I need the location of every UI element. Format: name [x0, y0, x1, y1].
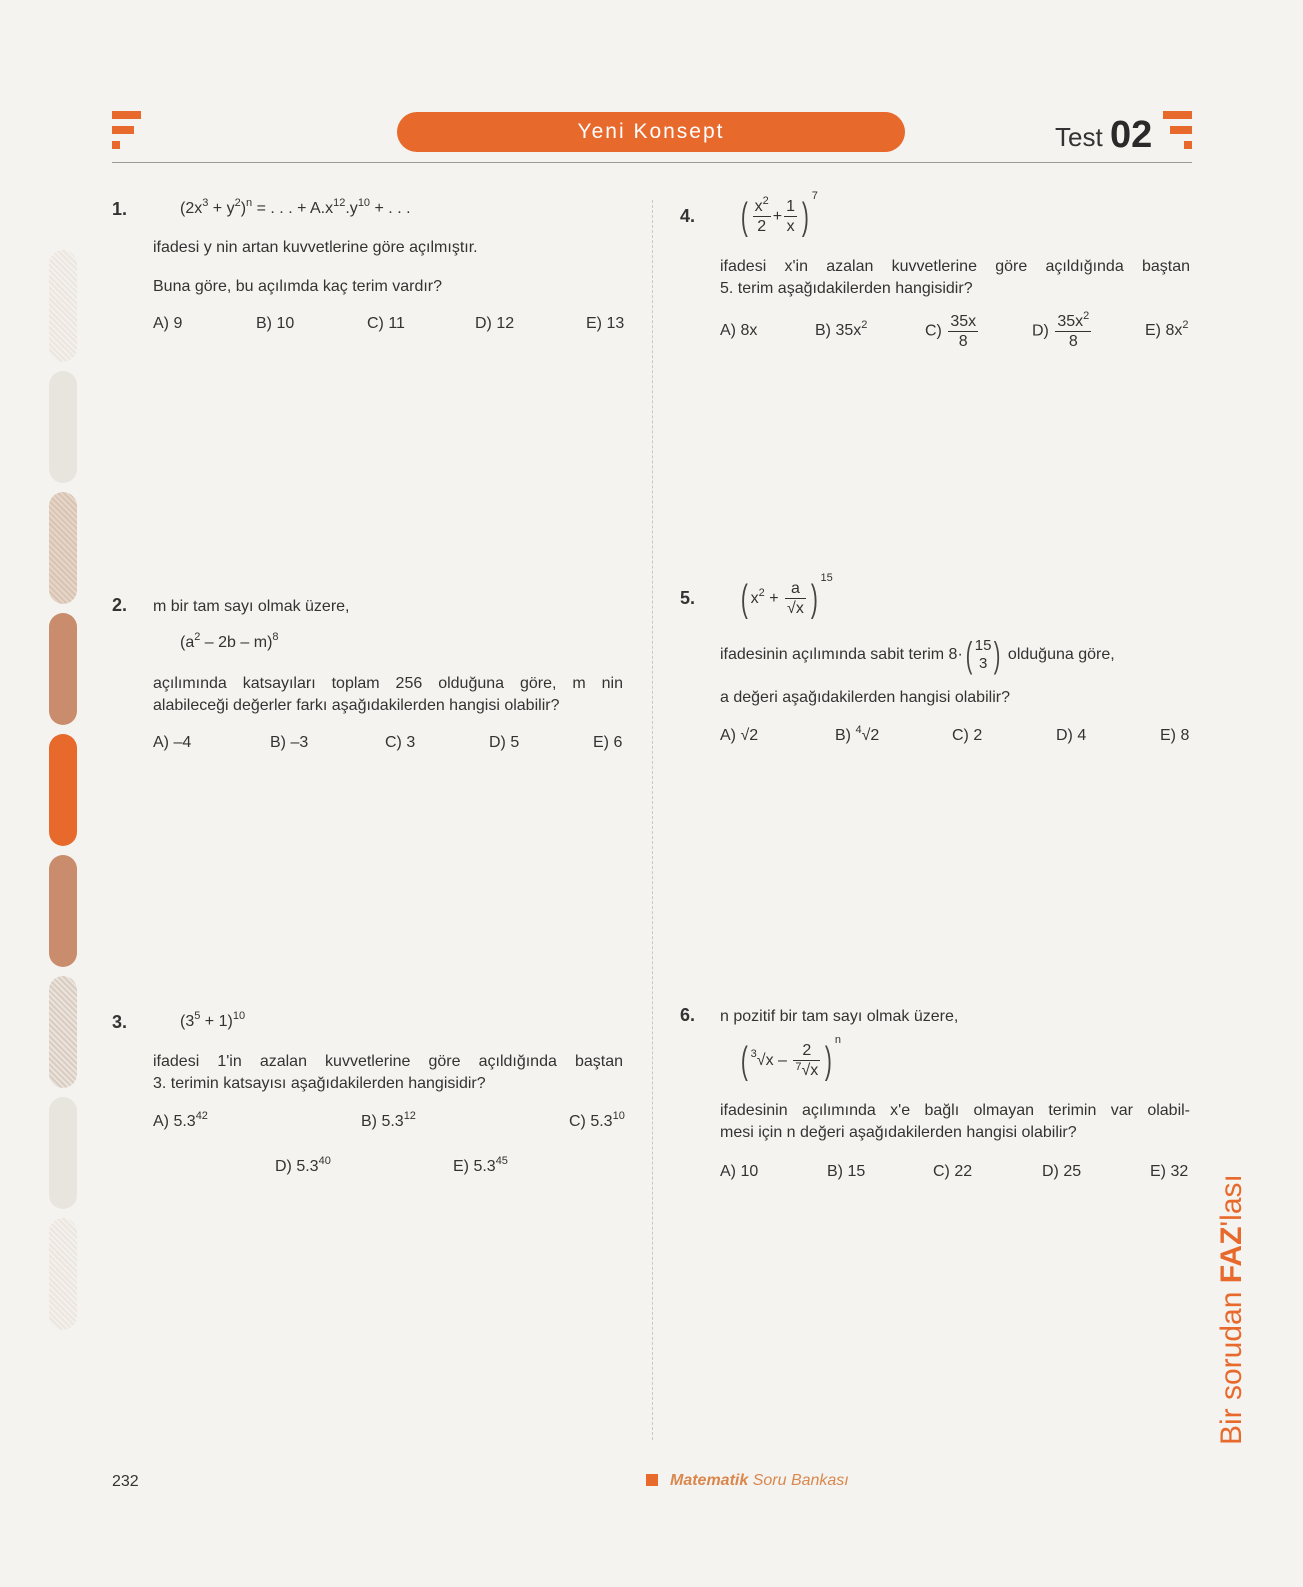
question-text-line-2: 5. terim aşağıdakilerden hangisidir?	[720, 280, 973, 297]
option-a[interactable]: A) 10	[720, 1163, 759, 1180]
question-intro: m bir tam sayı olmak üzere,	[153, 598, 350, 615]
column-divider	[652, 200, 653, 1440]
option-c[interactable]: C) 2	[952, 727, 983, 744]
option-e[interactable]: E) 8	[1160, 727, 1190, 744]
question-prompt: Buna göre, bu açılımda kaç terim vardır?	[153, 278, 443, 295]
question-number: 3.	[112, 1012, 128, 1032]
option-e[interactable]: E) $5.3^{45}$	[453, 1155, 508, 1175]
option-d[interactable]: D) 4	[1056, 727, 1087, 744]
option-b[interactable]: B) 15	[827, 1163, 866, 1180]
option-c[interactable]: C) 22	[933, 1163, 973, 1180]
option-b[interactable]: B) 10	[256, 315, 295, 332]
question-number: 2.	[112, 595, 128, 615]
option-e[interactable]: E) 32	[1150, 1163, 1189, 1180]
option-e[interactable]: E) 13	[586, 315, 625, 332]
header-divider	[112, 162, 1192, 163]
expression: ( $x^2$ + $\frac{a}{√x}$ ) $^{15}$	[740, 572, 833, 620]
option-d[interactable]: D) 12	[475, 315, 515, 332]
side-tab	[49, 855, 77, 967]
option-a[interactable]: A) √2	[720, 727, 759, 744]
question-text-line-2: alabileceği değerler farkı aşağıdakilerden hangisi olabilir?	[153, 697, 560, 714]
question-text-line-1: açılımında katsayıları toplam 256 olduğuna göre, m nin	[153, 675, 623, 692]
option-b[interactable]: B) $5.3^{12}$	[361, 1110, 416, 1130]
option-d[interactable]: D) $\frac{35x^2}{8}$	[1032, 310, 1090, 350]
question-number: 6.	[680, 1005, 696, 1025]
option-a[interactable]: A) 9	[153, 315, 183, 332]
side-tab	[49, 1218, 77, 1330]
option-c[interactable]: C) 11	[367, 315, 405, 332]
question-text-line-1: ifadesinin açılımında x'e bağlı olmayan terimin var olabil-	[720, 1102, 1190, 1119]
question-number: 4.	[680, 206, 696, 226]
question-text-line-1: ifadesinin açılımında sabit terim 8·( 15 3 ) olduğuna göre,	[720, 634, 1115, 675]
book-title: Matematik Soru Bankası	[670, 1472, 849, 1489]
page-title: Yeni Konsept	[397, 112, 905, 152]
footer-square-icon	[646, 1474, 658, 1486]
option-c[interactable]: C) $\frac{35x}{8}$	[925, 313, 977, 350]
side-tab	[49, 1097, 77, 1209]
option-e[interactable]: E) 6	[593, 734, 623, 751]
option-d[interactable]: D) $5.3^{40}$	[275, 1155, 331, 1175]
test-label: Test	[1055, 122, 1103, 152]
option-e[interactable]: E) $8x^2$	[1145, 319, 1189, 339]
question-text-line-1: ifadesi 1'in azalan kuvvetlerine göre açıldığında baştan	[153, 1053, 623, 1070]
expression: $(2x^3 + y^2)^n$ = . . . + $A.x^{12}.y^{10}$ + . . .	[180, 197, 411, 217]
option-a[interactable]: A) $5.3^{42}$	[153, 1110, 208, 1130]
question-number: 1.	[112, 199, 128, 219]
option-a[interactable]: A) –4	[153, 734, 192, 751]
option-c[interactable]: C) $5.3^{10}$	[569, 1110, 625, 1130]
side-tab	[49, 492, 77, 604]
option-b[interactable]: B) $35x^2$	[815, 319, 868, 339]
side-tab	[49, 371, 77, 483]
option-b[interactable]: B) $^4$√2	[835, 724, 880, 744]
side-tab-active	[49, 734, 77, 846]
question-intro: n pozitif bir tam sayı olmak üzere,	[720, 1008, 959, 1025]
side-tab	[49, 976, 77, 1088]
side-brand-text: Bir sorudan FAZ'lası	[1215, 1174, 1248, 1445]
expression: $(a^2 - 2b - m)^8$	[180, 631, 279, 651]
option-a[interactable]: A) 8x	[720, 322, 758, 339]
question-text: ifadesi y nin artan kuvvetlerine göre açılmıştır.	[153, 239, 478, 256]
question-text-line-2: 3. terimin katsayısı aşağıdakilerden hangisidir?	[153, 1075, 486, 1092]
question-prompt: a değeri aşağıdakilerden hangisi olabilir?	[720, 689, 1010, 706]
option-d[interactable]: D) 5	[489, 734, 520, 751]
option-c[interactable]: C) 3	[385, 734, 416, 751]
side-tab	[49, 250, 77, 362]
question-text-line-1: ifadesi x'in azalan kuvvetlerine göre açıldığında baştan	[720, 258, 1190, 275]
question-number: 5.	[680, 588, 696, 608]
side-tab	[49, 613, 77, 725]
test-number: 02	[1110, 114, 1153, 156]
expression: ( $\frac{x^2}{2}$ + $\frac{1}{x}$ ) $^7$	[740, 190, 818, 238]
expression: $(3^5 + 1)^{10}$	[180, 1010, 246, 1030]
option-b[interactable]: B) –3	[270, 734, 309, 751]
page-number: 232	[112, 1473, 139, 1490]
option-d[interactable]: D) 25	[1042, 1163, 1082, 1180]
question-text-line-2: mesi için n değeri aşağıdakilerden hangisi olabilir?	[720, 1124, 1077, 1141]
expression: ( $^3$√x – $\frac{2}{^7√x}$ ) $^n$	[740, 1034, 842, 1082]
